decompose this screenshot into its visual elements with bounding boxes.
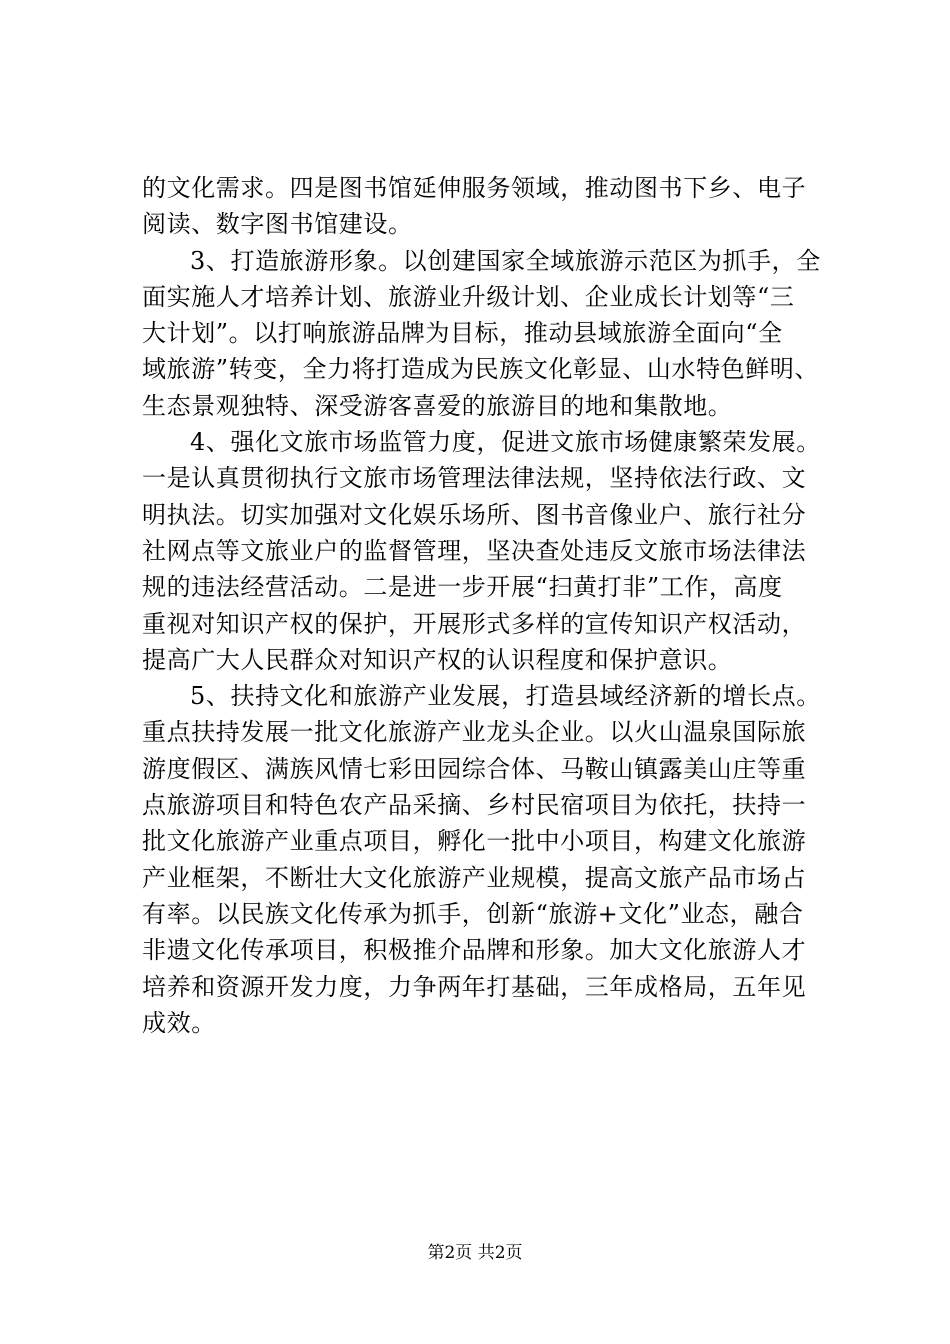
text-line: 培养和资源开发力度，力争两年打基础，三年成格局，五年见: [142, 972, 807, 1001]
text-line: 5、扶持文化和旅游产业发展，打造县域经济新的增长点。: [190, 682, 821, 711]
text-line: 一是认真贯彻执行文旅市场管理法律法规，坚持依法行政、文: [142, 464, 807, 493]
text-line: 明执法。切实加强对文化娱乐场所、图书音像业户、旅行社分: [142, 500, 807, 529]
text-line: 批文化旅游产业重点项目，孵化一批中小项目，构建文化旅游: [142, 827, 807, 856]
text-line: 域旅游”转变，全力将打造成为民族文化彰显、山水特色鲜明、: [142, 355, 820, 384]
text-line: 面实施人才培养计划、旅游业升级计划、企业成长计划等“三: [142, 282, 795, 311]
text-line: 产业框架，不断壮大文化旅游产业规模，提高文旅产品市场占: [142, 863, 807, 892]
text-line: 大计划”。以打响旅游品牌为目标，推动县域旅游全面向“全: [142, 319, 783, 348]
text-line: 3、打造旅游形象。以创建国家全域旅游示范区为抓手，全: [190, 246, 821, 275]
text-line: 规的违法经营活动。二是进一步开展“扫黄打非”工作，高度: [142, 573, 783, 602]
text-line: 游度假区、满族风情七彩田园综合体、马鞍山镇露美山庄等重: [142, 754, 807, 783]
text-line: 成效。: [142, 1008, 216, 1037]
text-line: 社网点等文旅业户的监督管理，坚决查处违反文旅市场法律法: [142, 536, 807, 565]
text-line: 重视对知识产权的保护，开展形式多样的宣传知识产权活动，: [142, 609, 807, 638]
text-line: 非遗文化传承项目，积极推介品牌和形象。加大文化旅游人才: [142, 936, 807, 965]
page-number-footer: 第2页 共2页: [427, 1243, 523, 1263]
text-line: 点旅游项目和特色农产品采摘、乡村民宿项目为依托，扶持一: [142, 791, 807, 820]
document-body: [142, 170, 821, 1041]
text-line: 重点扶持发展一批文化旅游产业龙头企业。以火山温泉国际旅: [142, 718, 807, 747]
text-line: 4、强化文旅市场监管力度，促进文旅市场健康繁荣发展。: [190, 428, 821, 457]
text-line: 阅读、数字图书馆建设。: [142, 210, 413, 239]
text-line: 有率。以民族文化传承为抓手，创新“旅游+文化”业态，融合: [142, 899, 804, 928]
text-line: 的文化需求。四是图书馆延伸服务领域，推动图书下乡、电子: [142, 174, 807, 202]
text-line: 提高广大人民群众对知识产权的认识程度和保护意识。: [142, 645, 733, 674]
text-line: 生态景观独特、深受游客喜爱的旅游目的地和集散地。: [142, 391, 733, 420]
